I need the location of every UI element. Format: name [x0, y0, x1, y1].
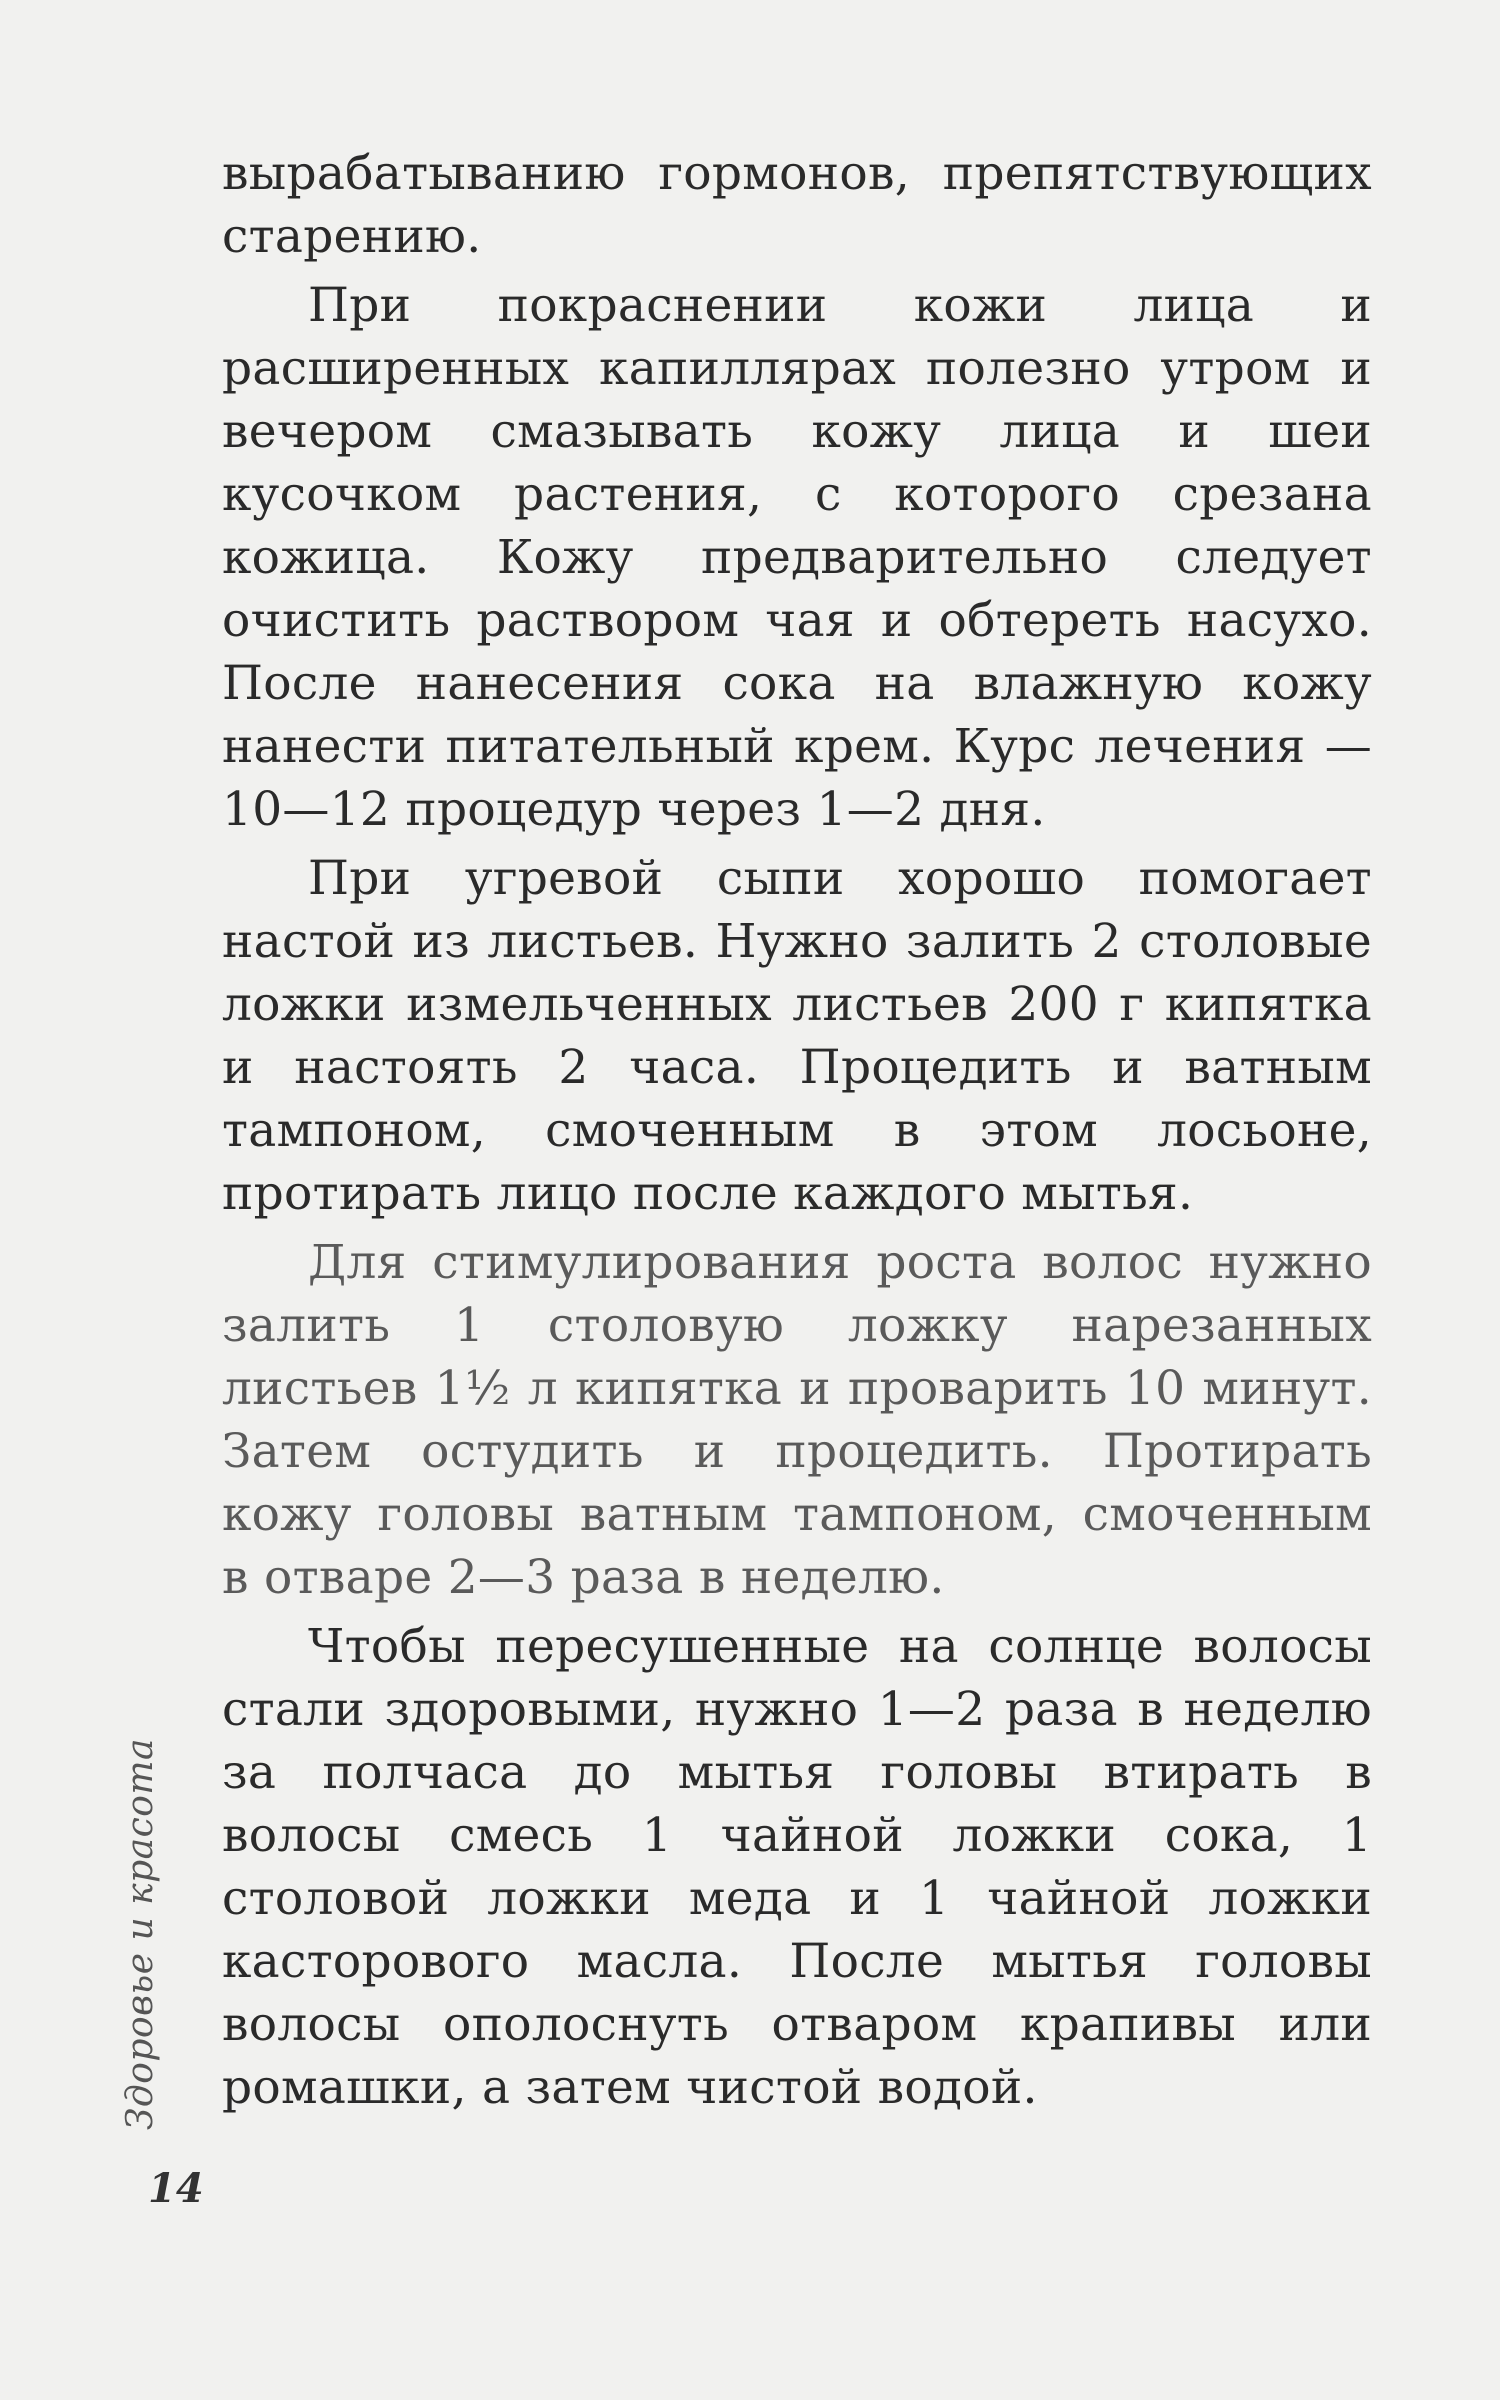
- paragraph-5: Чтобы пересушенные на солнце волосы стали здоровыми, нужно 1—2 раза в неделю за полчаса до мытья головы втирать в волосы смесь 1 чайной ложки сока, 1 столовой ложки меда и 1 чайной ложки касторового масла. После мытья головы волосы ополоснуть отваром крапивы или ромашки, а затем чистой водой.: [222, 1619, 1372, 2115]
- body-text: [222, 142, 1372, 2119]
- paragraph-3: При угревой сыпи хорошо помогает настой из листьев. Нужно залить 2 столовые ложки измельченных листьев 200 г кипятка и настоять 2 часа. Процедить и ватным тампоном, смоченным в этом лосьоне, протирать лицо после каждого мытья.: [222, 851, 1372, 1221]
- page-number: 14: [148, 2165, 204, 2212]
- paragraph-2: При покраснении кожи лица и расширенных капиллярах полезно утром и вечером смазывать кожу лица и шеи кусочком растения, с которого срезана кожица. Кожу предварительно следует очистить раствором чая и обтереть насухо. После нанесения сока на влажную кожу нанести питательный крем. Курс лечения — 10—12 процедур через 1—2 дня.: [222, 278, 1372, 837]
- paragraph-1: вырабатыванию гормонов, препятствующих старению.: [222, 146, 1372, 264]
- paragraph-4: Для стимулирования роста волос нужно залить 1 столовую ложку нарезанных листьев 1½ л кипятка и проварить 10 минут. Затем остудить и процедить. Протирать кожу головы ватным тампоном, смоченным в отваре 2—3 раза в неделю.: [222, 1235, 1372, 1605]
- running-head: Здоровье и красота: [120, 1737, 161, 2130]
